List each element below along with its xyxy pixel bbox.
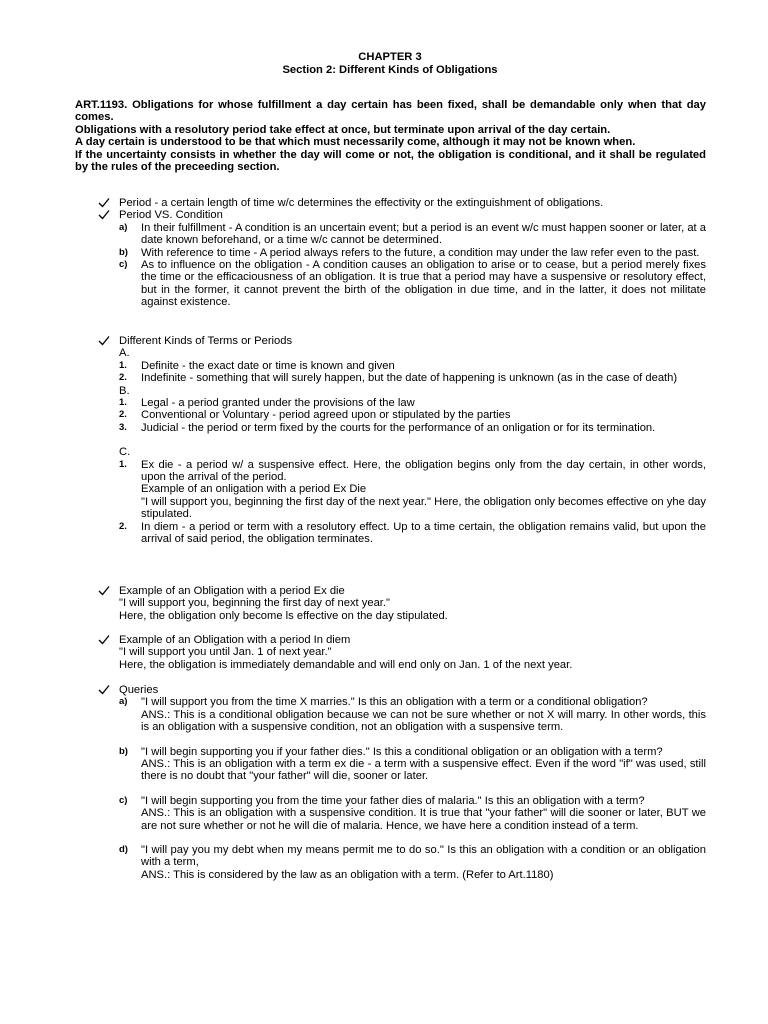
list-item: In their fulfillment - A condition is an uncertain event; but a period is an event w/c must happen sooner or later, at a date known beforehand, or a time w/c cannot be determined.: [141, 221, 706, 247]
list-item: Judicial - the period or term fixed by the courts for the performance of an onligation or for its termination.: [141, 421, 656, 434]
in-diem-example-heading: Example of an Obligation with a period In diem: [119, 634, 351, 646]
group-a-label: A.: [119, 347, 130, 360]
query-item: [141, 746, 706, 783]
query-question: "I will begin supporting you if your father dies." Is this a conditional obligation or an obligation with a term?: [141, 745, 663, 758]
ex-die-definition: Ex die - a period w/ a suspensive effect. Here, the obligation begins only from the day certain, in other words, upon the arrival of the period.: [141, 458, 706, 484]
checkmark-icon: [98, 634, 110, 645]
query-answer: ANS.: This is an obligation with a term ex die - a term with a suspensive effect. Even if the word "if" was used, still there is no doubt that "your father" will die, sooner or later.: [141, 758, 706, 783]
group-c-label: C.: [119, 446, 131, 459]
item-label: a): [119, 221, 128, 233]
query-item: [141, 696, 706, 733]
kinds-of-terms-block: [0, 335, 768, 546]
article-paragraph: A day certain is understood to be that which must necessarily come, although it may not be known when.: [75, 136, 636, 149]
list-item: Definite - the exact date or time is known and given: [141, 359, 395, 372]
ex-die-example-title: Example of an onligation with a period Ex Die: [141, 483, 367, 496]
query-question: "I will begin supporting you from the time your father dies of malaria." Is this an obligation with a term?: [141, 794, 645, 807]
list-item: As to influence on the obligation - A condition causes an obligation to arise or to cease, but a period merely fixes the time or the efficaciousness of an obligation. It is true that a period may have a suspensive or resolutory effect, but in the former, it cannot prevent the birth of the obligation in due time, and in the latter, it does not militate against existence.: [141, 259, 706, 309]
example-quote: "I will support you until Jan. 1 of next year.": [119, 646, 332, 659]
section-heading: Section 2: Different Kinds of Obligations: [282, 64, 498, 76]
kinds-of-terms-title: Different Kinds of Terms or Periods: [119, 335, 293, 347]
query-item: [141, 844, 706, 881]
item-label: b): [119, 246, 128, 258]
item-label: 2.: [119, 409, 127, 421]
article-paragraph: If the uncertainty consists in whether the day will come or not, the obligation is conditional, and it shall be regulated by the rules of the preceeding section.: [75, 148, 706, 174]
example-note: Here, the obligation is immediately demandable and will end only on Jan. 1 of the next year.: [119, 658, 573, 671]
item-label: c): [119, 259, 128, 271]
query-question: "I will pay you my debt when my means permit me to do so." Is this an obligation with a condition or an obligation with a term,: [141, 844, 706, 869]
ex-die-example-quote: "I will support you, beginning the first day of the next year." Here, the obligation only becomes effective on yhe day stipulated.: [141, 495, 706, 521]
list-item: Conventional or Voluntary - period agreed upon or stipulated by the parties: [141, 409, 511, 422]
item-label: 2.: [119, 372, 127, 384]
query-answer: ANS.: This is a conditional obligation because we can not be sure whether or not X will marry. In other words, this is an obligation with a suspensive condition, not an obligation with a suspensive term.: [141, 708, 706, 734]
checkmark-icon: [98, 684, 110, 695]
chapter-heading: CHAPTER 3: [358, 51, 422, 63]
checkmark-icon: [98, 585, 110, 596]
query-question: "I will support you from the time X marries." Is this an obligation with a term or a conditional obligation?: [141, 696, 648, 709]
in-diem-definition: In diem - a period or term with a resolutory effect. Up to a time certain, the obligation remains valid, but upon the arrival of said period, the obligation terminates.: [141, 520, 706, 546]
queries-block: [0, 684, 768, 881]
item-label: 1.: [119, 397, 127, 409]
ex-die-example-block: [0, 585, 768, 622]
list-item: With reference to time - A period always refers to the future, a condition may under the law refer even to the past.: [141, 246, 700, 259]
queries-title: Queries: [119, 684, 159, 696]
article-paragraph: Obligations with a resolutory period take effect at once, but terminate upon arrival of the day certain.: [75, 123, 611, 136]
item-label: 2.: [119, 520, 127, 532]
item-label: b): [119, 745, 128, 757]
query-answer: ANS.: This is an obligation with a suspensive condition. It is true that "your father" will die sooner or later, BUT we are not sure whether or not he will die of malaria. Hence, we have here a condition instead of a term.: [141, 807, 706, 832]
list-item: [141, 459, 706, 521]
checkmark-icon: [98, 197, 110, 208]
item-label: c): [119, 794, 128, 806]
article-paragraph: ART.1193. Obligations for whose fulfillment a day certain has been fixed, shall be demandable only when that day comes.: [75, 99, 706, 124]
in-diem-example-block: [0, 634, 768, 671]
example-note: Here, the obligation only become ls effective on the day stipulated.: [119, 609, 448, 622]
query-item: [141, 795, 706, 832]
period-definition-block: [0, 197, 768, 309]
list-item: Indefinite - something that will surely happen, but the date of happening is unknown (as in the case of death): [141, 372, 678, 385]
ex-die-example-heading: Example of an Obligation with a period Ex die: [119, 585, 345, 597]
article-1193: [75, 99, 706, 173]
item-label: 3.: [119, 421, 127, 433]
item-label: 1.: [119, 359, 127, 371]
group-b-label: B.: [119, 384, 130, 397]
list-item: Legal - a period granted under the provisions of the law: [141, 397, 415, 410]
period-vs-condition-title: Period VS. Condition: [119, 209, 223, 222]
item-label: d): [119, 844, 128, 856]
period-definition: Period - a certain length of time w/c determines the effectivity or the extinguishment of obligations.: [119, 197, 604, 209]
checkmark-icon: [98, 335, 110, 346]
checkmark-icon: [98, 209, 110, 220]
item-label: 1.: [119, 458, 127, 470]
item-label: a): [119, 696, 128, 708]
example-quote: "I will support you, beginning the first day of next year.": [119, 597, 390, 610]
query-answer: ANS.: This is considered by the law as an obligation with a term. (Refer to Art.1180): [141, 868, 554, 881]
